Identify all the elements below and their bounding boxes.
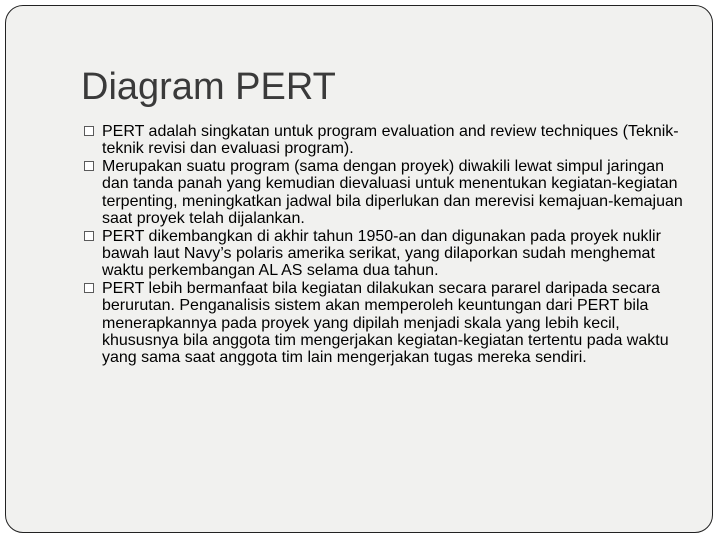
bullet-text: PERT adalah singkatan untuk program evaluation and review techniques (Teknik-teknik revisi dan evaluasi program). bbox=[102, 123, 679, 158]
bullet-item bbox=[83, 280, 688, 366]
slide bbox=[5, 5, 713, 533]
bullet-item bbox=[83, 158, 688, 227]
bullet-text: Merupakan suatu program (sama dengan proyek) diwakili lewat simpul jaringan dan tanda panah yang kemudian dievaluasi untuk menentukan kegiatan-kegiatan terpenting, meningkatkan jadwal bila diperlukan dan merevisi kemajuan-kemajuan saat proyek telah dijalankan. bbox=[102, 158, 683, 227]
hollow-square-icon bbox=[84, 126, 94, 136]
bullet-list bbox=[83, 123, 688, 367]
bullet-item bbox=[83, 228, 688, 280]
bullet-text: PERT dikembangkan di akhir tahun 1950-an dan digunakan pada proyek nuklir bawah laut Navy’s polaris amerika serikat, yang dilaporkan sudah menghemat waktu perkembangan AL AS selama dua tahun. bbox=[102, 227, 661, 280]
bullet-text: PERT lebih bermanfaat bila kegiatan dilakukan secara pararel daripada secara berurutan. Penganalisis sistem akan memperoleh keuntungan dari PERT bila menerapkannya pada proyek yang dipilah menjadi skala yang lebih kecil, khususnya bila anggota tim mengerjakan kegiatan-kegiatan tertentu pada waktu yang sama saat anggota tim lain mengerjakan tugas mereka sendiri. bbox=[102, 280, 669, 367]
hollow-square-icon bbox=[84, 283, 94, 293]
slide-title: Diagram PERT bbox=[81, 66, 336, 108]
hollow-square-icon bbox=[84, 161, 94, 171]
bullet-item bbox=[83, 123, 688, 158]
hollow-square-icon bbox=[84, 231, 94, 241]
